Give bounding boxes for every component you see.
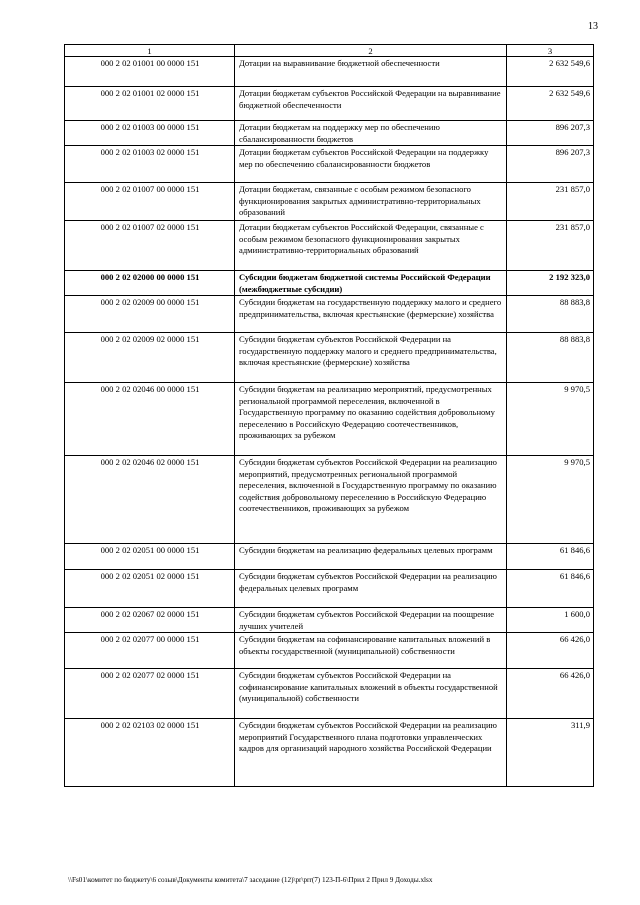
table-row: [65, 608, 594, 633]
budget-code: 000 2 02 01007 02 0000 151: [65, 221, 235, 271]
table-row: [65, 570, 594, 608]
item-amount: 66 426,0: [507, 633, 594, 669]
item-description: Субсидии бюджетам субъектов Российской Федерации на поощрение лучших учителей: [235, 608, 507, 633]
item-description: Дотации бюджетам субъектов Российской Федерации на поддержку мер по обеспечению сбалансированности бюджетов: [235, 146, 507, 183]
item-amount: 9 970,5: [507, 383, 594, 456]
table-row: [65, 544, 594, 570]
table-header-row: [65, 45, 594, 57]
column-header-description: 2: [235, 45, 507, 57]
budget-code: 000 2 02 02103 02 0000 151: [65, 719, 235, 787]
file-path-footer: \\Fs01\комитет по бюджету\6 созыв\Документы комитета\7 заседание (12)\pr\prr(7) 123-П-6\Прил 2 Прил 9 Доходы.xlsx: [68, 876, 433, 884]
item-description: Субсидии бюджетам субъектов Российской Федерации на реализацию мероприятий Государственного плана подготовки управленческих кадров для организаций народного хозяйства Российской Федерации: [235, 719, 507, 787]
item-description: Дотации бюджетам субъектов Российской Федерации на выравнивание бюджетной обеспеченности: [235, 87, 507, 121]
table-row: [65, 57, 594, 87]
table-row: [65, 633, 594, 669]
item-amount: 311,9: [507, 719, 594, 787]
table-row: [65, 296, 594, 333]
item-description: Субсидии бюджетам субъектов Российской Федерации на реализацию федеральных целевых программ: [235, 570, 507, 608]
item-description: Субсидии бюджетам на реализацию федеральных целевых программ: [235, 544, 507, 570]
item-amount: 896 207,3: [507, 146, 594, 183]
item-amount: 231 857,0: [507, 221, 594, 271]
item-amount: 61 846,6: [507, 544, 594, 570]
table-row: [65, 121, 594, 146]
item-description: Субсидии бюджетам бюджетной системы Российской Федерации (межбюджетные субсидии): [235, 271, 507, 296]
item-amount: 88 883,8: [507, 296, 594, 333]
item-description: Дотации бюджетам, связанные с особым режимом безопасного функционирования закрытых административно-территориальных образований: [235, 183, 507, 221]
table-row: [65, 719, 594, 787]
table-row: [65, 383, 594, 456]
table-row: [65, 456, 594, 544]
budget-code: 000 2 02 01001 00 0000 151: [65, 57, 235, 87]
table-row: [65, 87, 594, 121]
table-row: [65, 183, 594, 221]
budget-code: 000 2 02 02009 00 0000 151: [65, 296, 235, 333]
table-row: [65, 333, 594, 383]
item-amount: 88 883,8: [507, 333, 594, 383]
column-header-code: 1: [65, 45, 235, 57]
item-amount: 2 632 549,6: [507, 57, 594, 87]
item-description: Субсидии бюджетам субъектов Российской Федерации на реализацию мероприятий, предусмотренных региональной программой переселения, включенной в Государственную программу по оказанию содействия добровольному переселению в Российскую Федерацию соотечественников, проживающих за рубежом: [235, 456, 507, 544]
budget-code: 000 2 02 01003 02 0000 151: [65, 146, 235, 183]
item-description: Дотации бюджетам субъектов Российской Федерации, связанные с особым режимом безопасного функционирования закрытых административно-территориальных образований: [235, 221, 507, 271]
item-amount: 231 857,0: [507, 183, 594, 221]
item-amount: 9 970,5: [507, 456, 594, 544]
table-row: [65, 271, 594, 296]
item-amount: 61 846,6: [507, 570, 594, 608]
budget-code: 000 2 02 02077 00 0000 151: [65, 633, 235, 669]
item-description: Субсидии бюджетам на софинансирование капитальных вложений в объекты государственной (муниципальной) собственности: [235, 633, 507, 669]
page-number: 13: [588, 21, 598, 32]
item-amount: 2 192 323,0: [507, 271, 594, 296]
item-description: Дотации на выравнивание бюджетной обеспеченности: [235, 57, 507, 87]
item-description: Субсидии бюджетам субъектов Российской Федерации на софинансирование капитальных вложений в объекты государственной (муниципальной) собственности: [235, 669, 507, 719]
item-description: Дотации бюджетам на поддержку мер по обеспечению сбалансированности бюджетов: [235, 121, 507, 146]
item-amount: 2 632 549,6: [507, 87, 594, 121]
item-description: Субсидии бюджетам субъектов Российской Федерации на государственную поддержку малого и среднего предпринимательства, включая крестьянские (фермерские) хозяйства: [235, 333, 507, 383]
budget-code: 000 2 02 02046 02 0000 151: [65, 456, 235, 544]
column-header-amount: 3: [507, 45, 594, 57]
budget-code: 000 2 02 01001 02 0000 151: [65, 87, 235, 121]
budget-code: 000 2 02 01003 00 0000 151: [65, 121, 235, 146]
item-amount: 66 426,0: [507, 669, 594, 719]
budget-revenue-table: [64, 44, 594, 787]
budget-code: 000 2 02 02077 02 0000 151: [65, 669, 235, 719]
item-description: Субсидии бюджетам на реализацию мероприятий, предусмотренных региональной программой переселения, включенной в Государственную программу по оказанию содействия добровольному переселению в Российскую Федерацию соотечественников, проживающих за рубежом: [235, 383, 507, 456]
table-row: [65, 146, 594, 183]
budget-code: 000 2 02 02046 00 0000 151: [65, 383, 235, 456]
table-row: [65, 669, 594, 719]
item-description: Субсидии бюджетам на государственную поддержку малого и среднего предпринимательства, включая крестьянские (фермерские) хозяйства: [235, 296, 507, 333]
budget-code: 000 2 02 01007 00 0000 151: [65, 183, 235, 221]
item-amount: 1 600,0: [507, 608, 594, 633]
budget-code: 000 2 02 02051 00 0000 151: [65, 544, 235, 570]
budget-code: 000 2 02 02051 02 0000 151: [65, 570, 235, 608]
item-amount: 896 207,3: [507, 121, 594, 146]
budget-code: 000 2 02 02000 00 0000 151: [65, 271, 235, 296]
budget-code: 000 2 02 02067 02 0000 151: [65, 608, 235, 633]
table-row: [65, 221, 594, 271]
budget-code: 000 2 02 02009 02 0000 151: [65, 333, 235, 383]
